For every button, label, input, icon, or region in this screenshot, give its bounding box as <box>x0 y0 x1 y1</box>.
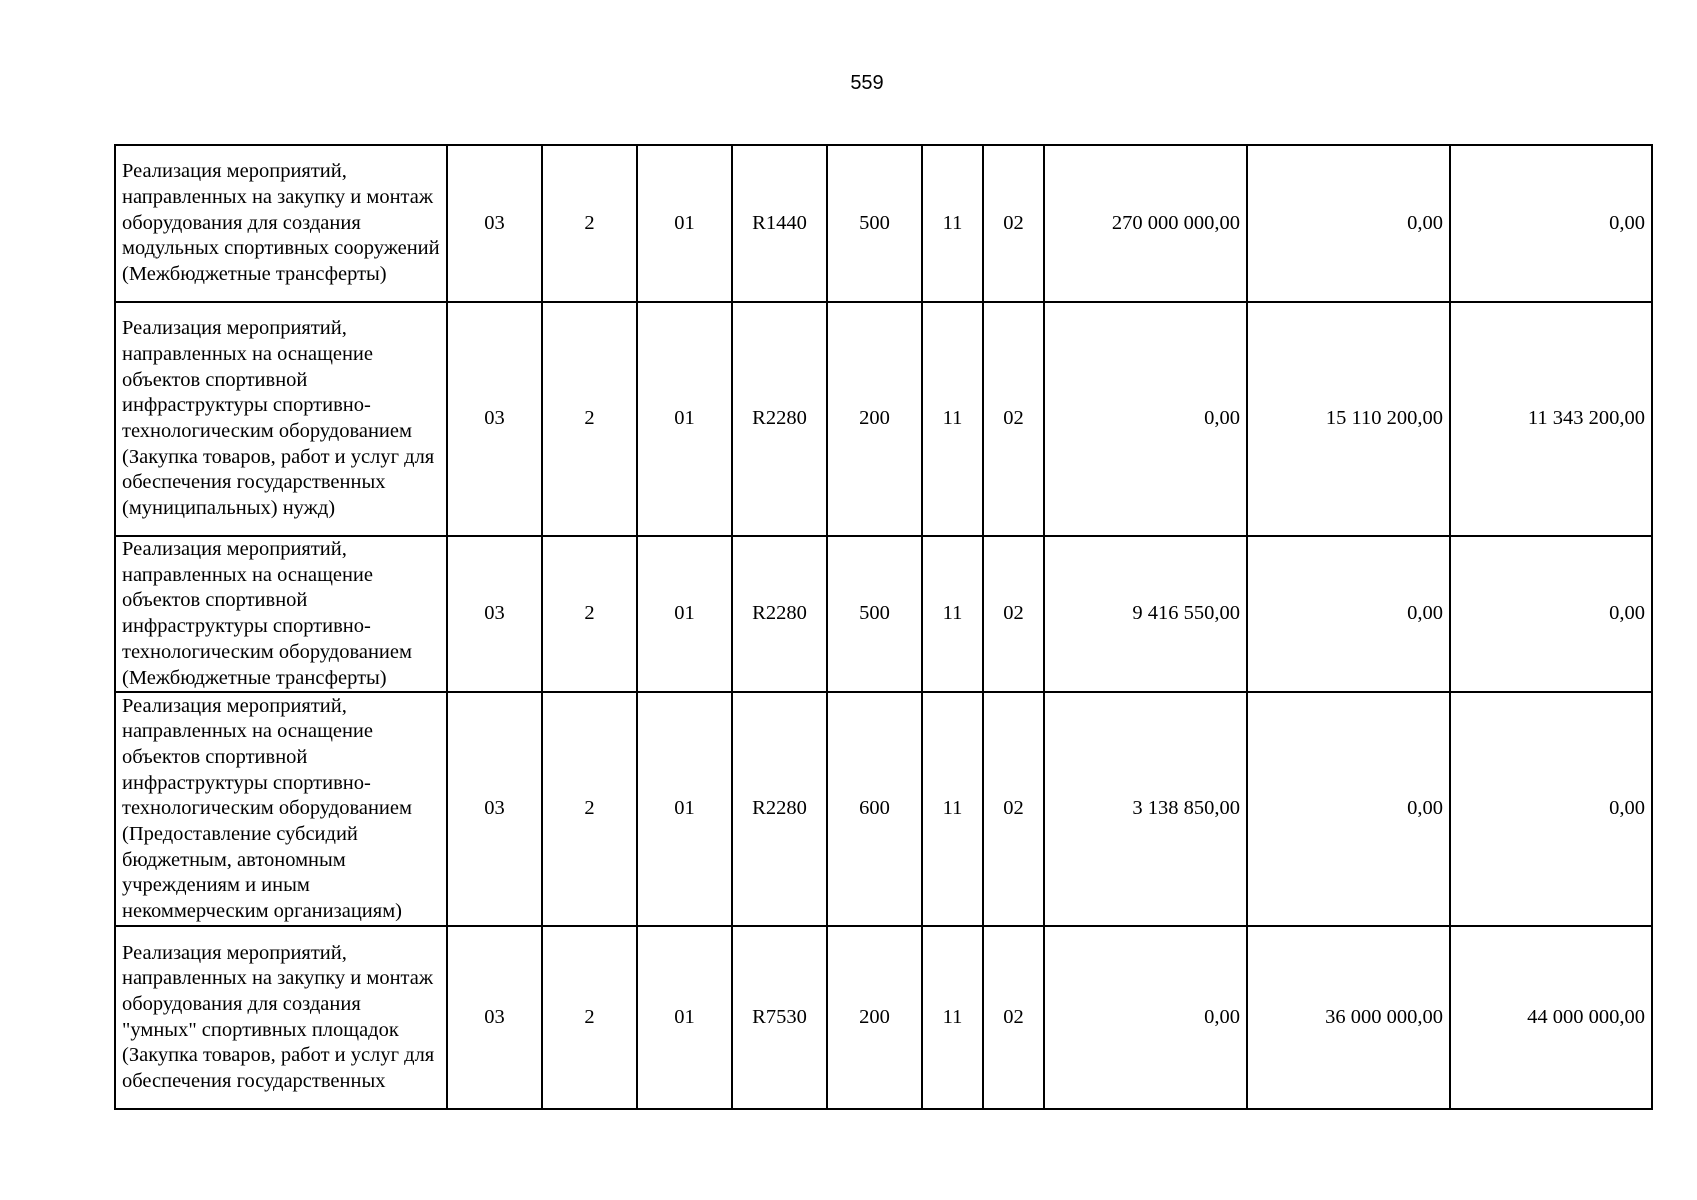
subsection-code: 02 <box>983 536 1044 692</box>
subsection-code: 02 <box>983 145 1044 302</box>
subprogram-code: 2 <box>542 692 637 926</box>
table-row <box>115 536 1652 692</box>
amount-year-1: 0,00 <box>1044 302 1247 536</box>
program-code: 03 <box>447 536 542 692</box>
table-row <box>115 692 1652 926</box>
expense-type-code: 200 <box>827 926 922 1109</box>
program-code: 03 <box>447 926 542 1109</box>
event-code: 01 <box>637 536 732 692</box>
section-code: 11 <box>922 692 983 926</box>
section-code: 11 <box>922 536 983 692</box>
direction-code: R2280 <box>732 692 827 926</box>
amount-year-1: 270 000 000,00 <box>1044 145 1247 302</box>
subsection-code: 02 <box>983 302 1044 536</box>
expense-type-code: 500 <box>827 536 922 692</box>
amount-year-2: 36 000 000,00 <box>1247 926 1450 1109</box>
amount-year-2: 15 110 200,00 <box>1247 302 1450 536</box>
subsection-code: 02 <box>983 926 1044 1109</box>
amount-year-1: 9 416 550,00 <box>1044 536 1247 692</box>
event-code: 01 <box>637 692 732 926</box>
row-description: Реализация мероприятий, направленных на оснащение объектов спортивной инфраструктуры спортивно-технологическим оборудованием (Межбюджетные трансферты) <box>115 536 447 692</box>
table-row <box>115 926 1652 1109</box>
page-number: 559 <box>850 72 884 94</box>
row-description: Реализация мероприятий, направленных на оснащение объектов спортивной инфраструктуры спортивно-технологическим оборудованием (Предоставление субсидий бюджетным, автономным учреждениям и иным некоммерческим организациям) <box>115 692 447 926</box>
program-code: 03 <box>447 302 542 536</box>
amount-year-2: 0,00 <box>1247 145 1450 302</box>
amount-year-3: 0,00 <box>1450 692 1652 926</box>
subprogram-code: 2 <box>542 302 637 536</box>
amount-year-3: 0,00 <box>1450 145 1652 302</box>
event-code: 01 <box>637 302 732 536</box>
expense-type-code: 600 <box>827 692 922 926</box>
table-row <box>115 302 1652 536</box>
expense-type-code: 500 <box>827 145 922 302</box>
program-code: 03 <box>447 145 542 302</box>
direction-code: R2280 <box>732 536 827 692</box>
section-code: 11 <box>922 926 983 1109</box>
amount-year-3: 0,00 <box>1450 536 1652 692</box>
row-description: Реализация мероприятий, направленных на закупку и монтаж оборудования для создания "умных" спортивных площадок (Закупка товаров, работ и услуг для обеспечения государственных <box>115 926 447 1109</box>
section-code: 11 <box>922 302 983 536</box>
expense-type-code: 200 <box>827 302 922 536</box>
event-code: 01 <box>637 926 732 1109</box>
event-code: 01 <box>637 145 732 302</box>
subprogram-code: 2 <box>542 145 637 302</box>
program-code: 03 <box>447 692 542 926</box>
direction-code: R7530 <box>732 926 827 1109</box>
amount-year-3: 11 343 200,00 <box>1450 302 1652 536</box>
budget-table <box>114 144 1653 1110</box>
section-code: 11 <box>922 145 983 302</box>
amount-year-2: 0,00 <box>1247 692 1450 926</box>
amount-year-2: 0,00 <box>1247 536 1450 692</box>
direction-code: R2280 <box>732 302 827 536</box>
subprogram-code: 2 <box>542 926 637 1109</box>
row-description: Реализация мероприятий, направленных на закупку и монтаж оборудования для создания модульных спортивных сооружений (Межбюджетные трансферты) <box>115 145 447 302</box>
subprogram-code: 2 <box>542 536 637 692</box>
table-row <box>115 145 1652 302</box>
amount-year-3: 44 000 000,00 <box>1450 926 1652 1109</box>
subsection-code: 02 <box>983 692 1044 926</box>
amount-year-1: 3 138 850,00 <box>1044 692 1247 926</box>
amount-year-1: 0,00 <box>1044 926 1247 1109</box>
row-description: Реализация мероприятий, направленных на оснащение объектов спортивной инфраструктуры спортивно-технологическим оборудованием (Закупка товаров, работ и услуг для обеспечения государственных (муниципальных) нужд) <box>115 302 447 536</box>
direction-code: R1440 <box>732 145 827 302</box>
